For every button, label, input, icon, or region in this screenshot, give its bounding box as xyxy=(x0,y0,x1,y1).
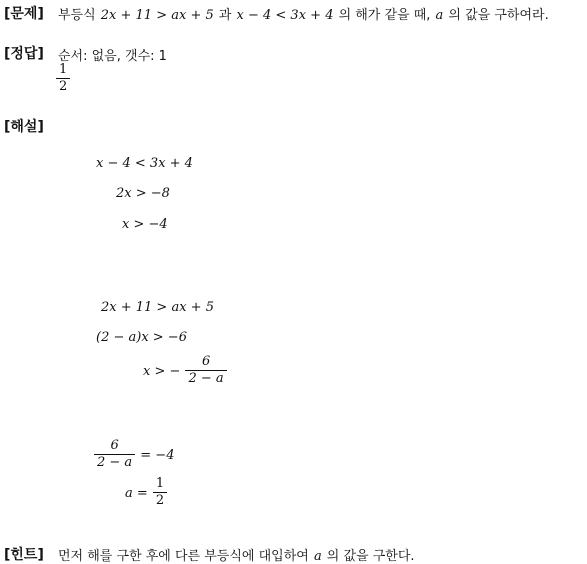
answer-fraction-denominator: 2 xyxy=(56,78,70,95)
solution-step-7-numerator: 6 xyxy=(110,438,119,453)
problem-conjunction: 과 xyxy=(218,8,232,23)
answer-fraction xyxy=(56,62,70,95)
solution-step-7-rhs: = −4 xyxy=(140,448,175,463)
solution-step-2: 2x > −8 xyxy=(116,186,170,201)
hint-label: [힌트] xyxy=(4,547,44,563)
hint-suffix: 의 값을 구한다. xyxy=(326,549,415,564)
solution-step-8-denominator: 2 xyxy=(153,492,167,509)
solution-step-6-numerator: 6 xyxy=(201,354,211,369)
problem-statement xyxy=(58,4,549,23)
solution-step-4: 2x + 11 > ax + 5 xyxy=(101,300,214,315)
problem-inequality-2: x − 4 < 3x + 4 xyxy=(236,8,334,23)
problem-inequality-1: 2x + 11 > ax + 5 xyxy=(100,8,214,23)
problem-suffix: 의 값을 구하여라. xyxy=(448,8,549,23)
answer-label: [정답] xyxy=(4,46,44,62)
solution-step-5: (2 − a)x > −6 xyxy=(96,330,187,345)
solution-step-6 xyxy=(143,354,227,387)
answer-fraction-numerator: 1 xyxy=(59,62,68,77)
hint-text: 먼저 해를 구한 후에 다른 부등식에 대입하여 xyxy=(58,549,309,564)
solution-step-1: x − 4 < 3x + 4 xyxy=(96,156,193,171)
solution-label: [해설] xyxy=(4,119,44,135)
problem-variable: a xyxy=(435,8,444,23)
problem-prefix: 부등식 xyxy=(58,8,96,23)
problem-mid-text: 의 해가 같을 때, xyxy=(338,8,431,23)
solution-step-7-denominator: 2 − a xyxy=(94,454,135,471)
hint-variable: a xyxy=(313,549,322,564)
answer-line: 순서: 없음, 갯수: 1 xyxy=(58,49,167,64)
solution-step-7 xyxy=(94,438,174,471)
solution-step-6-lhs: x > − xyxy=(143,364,181,379)
solution-step-8 xyxy=(125,476,167,509)
solution-step-8-lhs: a = xyxy=(125,486,148,501)
solution-step-3: x > −4 xyxy=(122,217,168,232)
hint-statement xyxy=(58,545,415,564)
problem-label: [문제] xyxy=(4,6,44,22)
solution-step-6-denominator: 2 − a xyxy=(185,370,226,387)
solution-step-8-numerator: 1 xyxy=(155,476,165,491)
